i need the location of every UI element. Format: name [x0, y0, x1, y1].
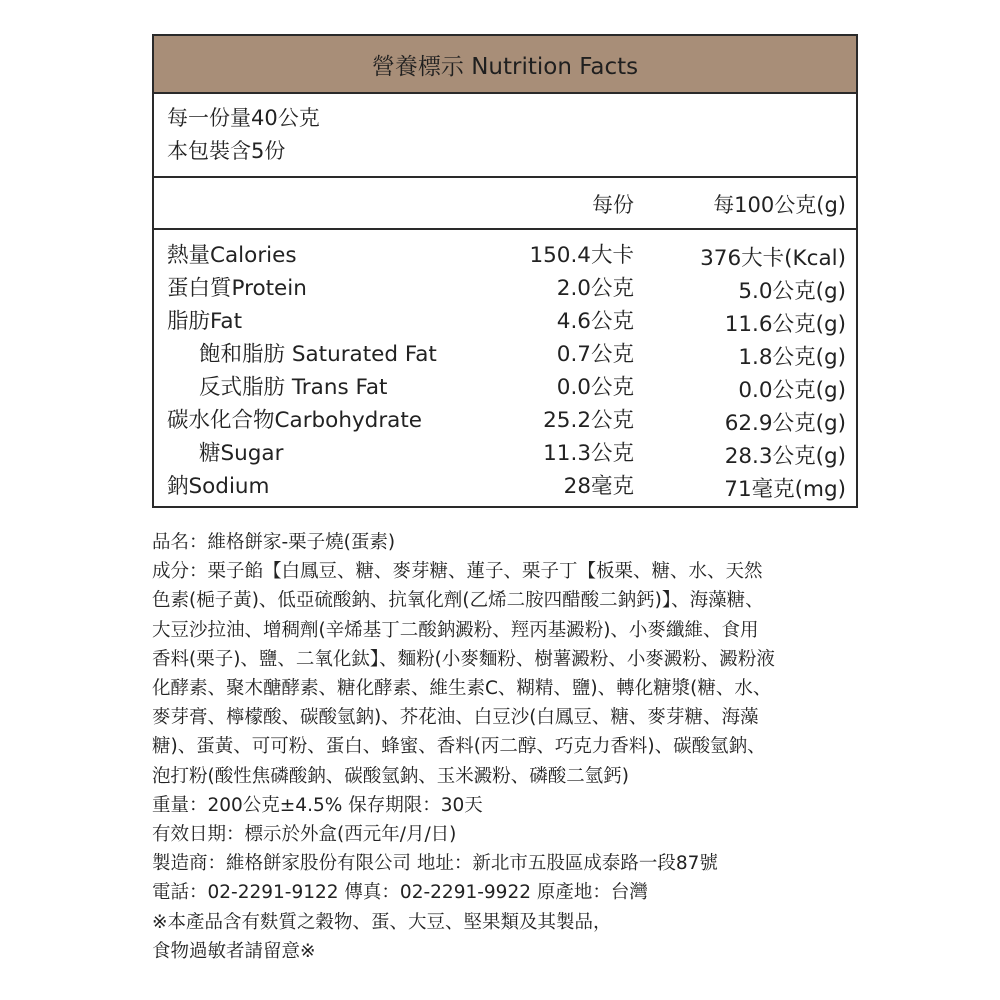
- nutrient-per-serving: 11.3公克: [543, 441, 634, 466]
- nutrient-per-serving: 150.4大卡: [529, 243, 634, 268]
- ingredients-line: 香料(栗子)、鹽、二氧化鈦】、麵粉(小麥麵粉、樹薯澱粉、小麥澱粉、澱粉液: [152, 648, 775, 670]
- nutrition-facts-title: 營養標示 Nutrition Facts: [154, 36, 856, 94]
- serving-size: 每一份量40公克: [167, 106, 320, 130]
- product-info: [152, 528, 872, 966]
- product-name-line: 品名：維格餅家-栗子燒(蛋素): [152, 532, 396, 553]
- serving-info: [154, 94, 856, 178]
- nutrient-row-calories: [154, 235, 856, 271]
- column-headers: [154, 178, 856, 230]
- servings-per-package: 本包裝含5份: [167, 139, 286, 163]
- nutrient-name: 飽和脂肪 Saturated Fat: [199, 342, 437, 367]
- nutrient-rows: [154, 230, 856, 502]
- nutrient-per-100g: 5.0公克(g): [738, 279, 846, 304]
- ingredients-line: 大豆沙拉油、增稠劑(辛烯基丁二酸鈉澱粉、羥丙基澱粉)、小麥纖維、食用: [152, 619, 759, 641]
- nutrient-name: 蛋白質Protein: [167, 276, 307, 301]
- nutrient-row-carbohydrate: [154, 400, 856, 436]
- nutrient-per-100g: 376大卡(Kcal): [700, 246, 846, 271]
- nutrient-per-100g: 62.9公克(g): [724, 411, 846, 436]
- nutrient-per-100g: 28.3公克(g): [724, 444, 846, 469]
- nutrition-facts-table: [152, 34, 858, 508]
- ingredients-line: 色素(梔子黃)、低亞硫酸鈉、抗氧化劑(乙烯二胺四醋酸二鈉鈣)】、海藻糖、: [152, 590, 764, 612]
- nutrient-name: 脂肪Fat: [167, 309, 242, 334]
- nutrient-row-saturated-fat: [154, 334, 856, 370]
- nutrient-name: 反式脂肪 Trans Fat: [199, 375, 388, 400]
- expiry-date-line: 有效日期：標示於外盒(西元年/月/日): [152, 824, 457, 846]
- per-serving-header: 每份: [592, 193, 634, 217]
- nutrient-row-sodium: [154, 466, 856, 502]
- ingredients-line: 泡打粉(酸性焦磷酸鈉、碳酸氫鈉、玉米澱粉、磷酸二氫鈣): [152, 765, 629, 787]
- nutrient-per-serving: 0.7公克: [556, 342, 634, 367]
- ingredients-line: 成分：栗子餡【白鳳豆、糖、麥芽糖、蓮子、栗子丁【板栗、糖、水、天然: [152, 561, 763, 583]
- nutrient-per-serving: 0.0公克: [556, 375, 634, 400]
- nutrient-per-100g: 71毫克(mg): [724, 477, 846, 502]
- ingredients-line: 麥芽膏、檸檬酸、碳酸氫鈉)、芥花油、白豆沙(白鳳豆、糖、麥芽糖、海藻: [152, 707, 759, 729]
- nutrient-per-100g: 0.0公克(g): [738, 378, 846, 403]
- nutrient-per-serving: 25.2公克: [543, 408, 634, 433]
- ingredients-line: 糖)、蛋黃、可可粉、蛋白、蜂蜜、香料(丙二醇、巧克力香料)、碳酸氫鈉、: [152, 736, 766, 758]
- nutrient-row-trans-fat: [154, 367, 856, 403]
- nutrient-per-serving: 28毫克: [563, 474, 634, 499]
- nutrient-name: 鈉Sodium: [167, 474, 270, 499]
- nutrient-name: 糖Sugar: [199, 441, 284, 466]
- per-100g-header: 每100公克(g): [713, 193, 846, 217]
- weight-shelf-life-line: 重量：200公克±4.5% 保存期限：30天: [152, 794, 483, 816]
- manufacturer-address-line: 製造商：維格餅家股份有限公司 地址：新北市五股區成泰路一段87號: [152, 853, 718, 875]
- nutrient-row-sugar: [154, 433, 856, 469]
- nutrient-name: 熱量Calories: [167, 243, 297, 268]
- nutrient-per-100g: 1.8公克(g): [738, 345, 846, 370]
- nutrient-name: 碳水化合物Carbohydrate: [167, 408, 422, 433]
- nutrient-per-serving: 2.0公克: [556, 276, 634, 301]
- ingredients-line: 化酵素、聚木醣酵素、糖化酵素、維生素C、糊精、鹽)、轉化糖漿(糖、水、: [152, 678, 772, 700]
- nutrient-row-fat: [154, 301, 856, 337]
- nutrient-per-100g: 11.6公克(g): [724, 312, 846, 337]
- allergen-warning-line: ※本產品含有麩質之穀物、蛋、大豆、堅果類及其製品，: [152, 911, 612, 933]
- nutrient-row-protein: [154, 268, 856, 304]
- nutrient-per-serving: 4.6公克: [556, 309, 634, 334]
- contact-origin-line: 電話：02-2291-9122 傳真：02-2291-9922 原產地：台灣: [152, 882, 648, 904]
- allergen-warning-line: 食物過敏者請留意※: [152, 940, 316, 962]
